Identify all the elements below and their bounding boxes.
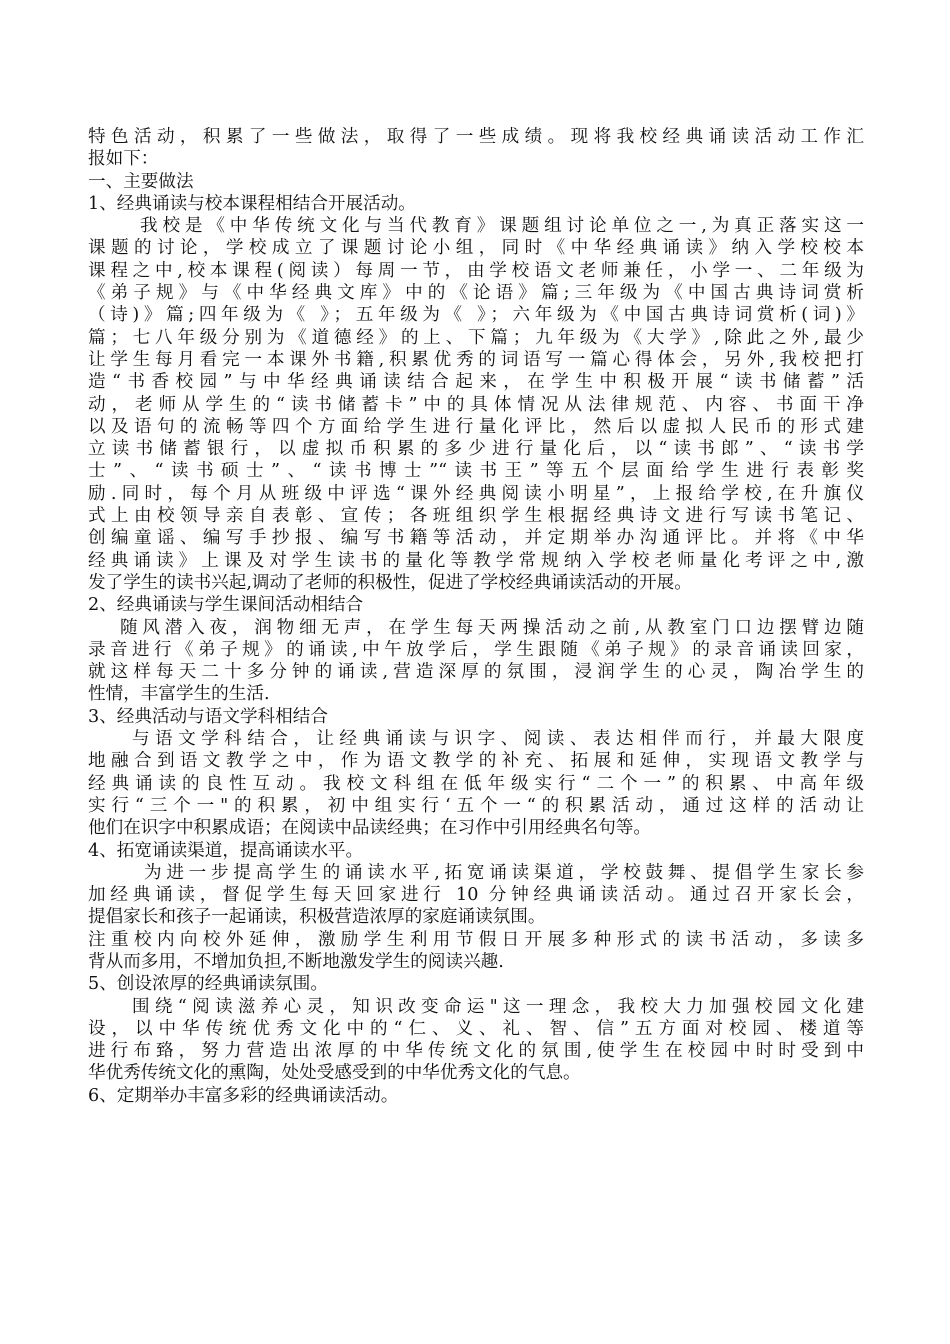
text-line: 4、拓宽诵读渠道，提高诵读水平。 (88, 840, 364, 861)
text-line: 随风潜入夜，润物细无声，在学生每天两操活动之前,从教室门口边摆臂边随 (120, 617, 864, 638)
text-line: 课题的讨论，学校成立了课题讨论小组，同时《中华经典诵读》纳入学校校本 (88, 238, 864, 259)
text-line: 让学生每月看完一本课外书籍,积累优秀的词语写一篇心得体会，另外,我校把打 (88, 349, 864, 370)
text-line: 录音进行《弟子规》的诵读,中午放学后，学生跟随《弟子规》的录音诵读回家， (88, 639, 864, 660)
text-line: 经典诵读的良性互动。我校文科组在低年级实行“二个一”的积累、中高年级 (88, 773, 864, 794)
text-line: 士”、“读书硕士”、“读书博士”“读书王”等五个层面给学生进行表彰奖 (88, 461, 864, 482)
text-line: 以及语句的流畅等四个方面给学生进行量化评比，然后以虚拟人民币的形式建 (88, 416, 864, 437)
text-line: 励.同时，每个月从班级中评选“课外经典阅读小明星”，上报给学校,在升旗仪 (88, 483, 864, 504)
text-line: 提倡家长和孩子一起诵读，积极营造浓厚的家庭诵读氛围。 (88, 907, 546, 928)
text-line: 篇；七八年级分别为《道德经》的上、下篇；九年级为《大学》,除此之外,最少 (88, 327, 864, 348)
text-line: 与语文学科结合，让经典诵读与识字、阅读、表达相伴而行，并最大限度 (132, 729, 864, 750)
text-line: 式上由校领导亲自表彰、宣传；各班组织学生根据经典诗文进行写读书笔记、 (88, 506, 864, 527)
text-line: 报如下： (88, 149, 159, 170)
text-line: 立读书储蓄银行，以虚拟币积累的多少进行量化后，以“读书郎”、“读书学 (88, 439, 864, 460)
text-line: 注重校内向校外延伸，激励学生利用节假日开展多种形式的读书活动，多读多 (88, 929, 864, 950)
text-line: 进行布臵，努力营造出浓厚的中华传统文化的氛围,使学生在校园中时时受到中 (88, 1041, 864, 1062)
document-body (88, 126, 864, 1107)
text-line: 一、主要做法 (88, 171, 194, 192)
text-line: 发了学生的读书兴起,调动了老师的积极性，促进了学校经典诵读活动的开展。 (88, 572, 692, 593)
text-line: 设，以中华传统优秀文化中的“仁、义、礼、智、信”五方面对校园、楼道等 (88, 1018, 864, 1039)
text-line: 造“书香校园”与中华经典诵读结合起来，在学生中积极开展“读书储蓄”活 (88, 372, 864, 393)
text-line: 经典诵读》上课及对学生读书的量化等教学常规纳入学校老师量化考评之中,激 (88, 550, 864, 571)
text-line: 动，老师从学生的“读书储蓄卡”中的具体情况从法律规范、内容、书面干净 (88, 394, 864, 415)
text-line: 就这样每天二十多分钟的诵读,营造深厚的氛围，浸润学生的心灵，陶冶学生的 (88, 662, 864, 683)
text-line: 3、经典活动与语文学科相结合 (88, 706, 328, 727)
text-line: 5、创设浓厚的经典诵读氛围。 (88, 974, 328, 995)
text-line: 性情，丰富学生的生活. (88, 684, 270, 705)
text-line: 实行“三个一"的积累，初中组实行‘五个一“的积累活动，通过这样的活动让 (88, 795, 864, 816)
text-line: 我校是《中华传统文化与当代教育》课题组讨论单位之一,为真正落实这一 (140, 216, 864, 237)
text-line: 特色活动，积累了一些做法，取得了一些成绩。现将我校经典诵读活动工作汇 (88, 127, 864, 147)
text-line: 为进一步提高学生的诵读水平,拓宽诵读渠道，学校鼓舞、提倡学生家长参 (144, 862, 864, 883)
text-line: 地融合到语文教学之中，作为语文教学的补充、拓展和延伸，实现语文教学与 (88, 751, 864, 772)
text-line: 加经典诵读，督促学生每天回家进行 10 分钟经典诵读活动。通过召开家长会， (88, 885, 864, 906)
text-line: 背从而多用，不增加负担,不断地激发学生的阅读兴趣. (88, 951, 504, 972)
text-line: 围绕“阅读滋养心灵，知识改变命运"这一理念，我校大力加强校园文化建 (132, 996, 864, 1017)
text-line: 1、经典诵读与校本课程相结合开展活动。 (88, 193, 416, 214)
text-line: 课程之中,校本课程(阅读）每周一节，由学校语文老师兼任，小学一、二年级为 (88, 260, 864, 281)
text-line: 2、经典诵读与学生课间活动相结合 (88, 595, 364, 616)
text-line: 华优秀传统文化的熏陶，处处受感受到的中华优秀文化的气息。 (88, 1063, 581, 1084)
text-line: 创编童谣、编写手抄报、编写书籍等活动，并定期举办沟通评比。并将《中华 (88, 528, 864, 549)
text-line: （诗)》篇;四年级为《 》；五年级为《 》；六年级为《中国古典诗词赏析(词)》 (88, 305, 864, 326)
text-line: 6、定期举办丰富多彩的经典诵读活动。 (88, 1085, 399, 1106)
text-line: 《弟子规》与《中华经典文库》中的《论语》篇;三年级为《中国古典诗词赏析 (88, 283, 864, 304)
text-line: 他们在识字中积累成语；在阅读中品读经典；在习作中引用经典名句等。 (88, 818, 652, 839)
